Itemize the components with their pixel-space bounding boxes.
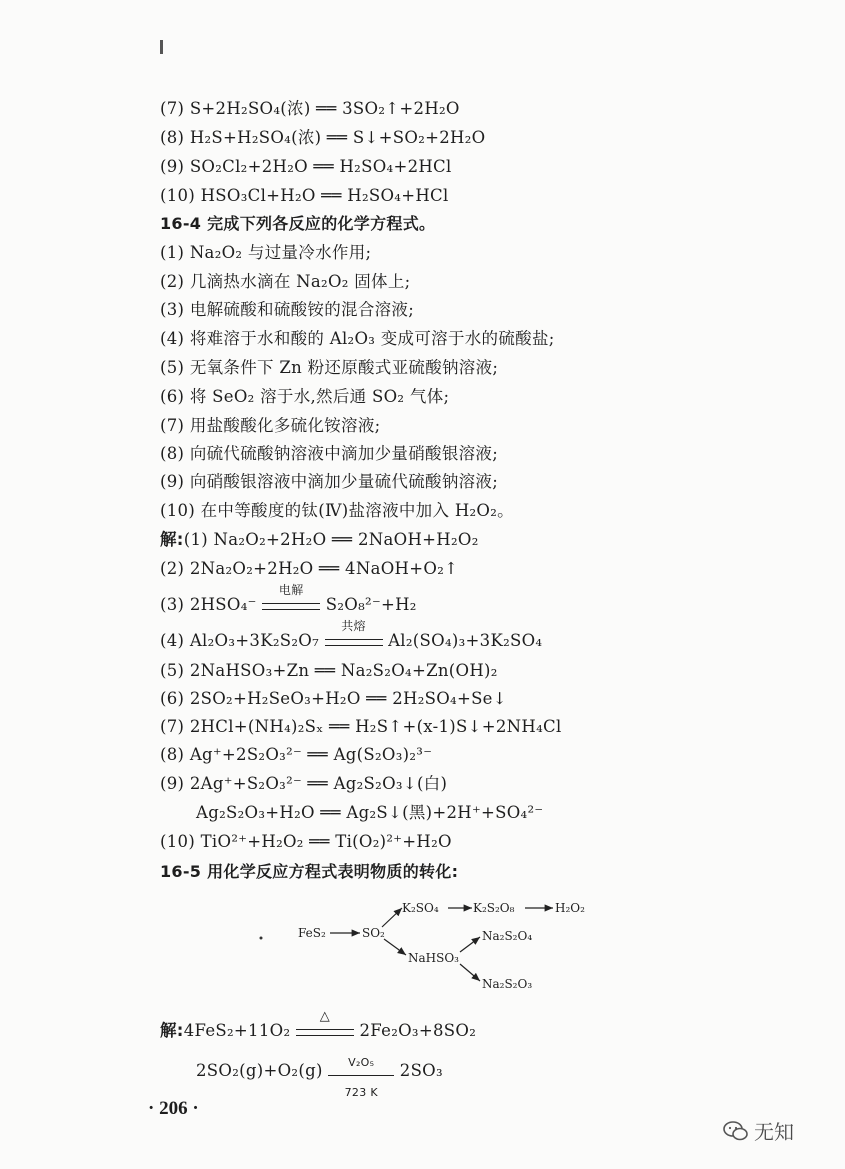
- answer-line: [160, 1009, 477, 1044]
- question-item: (10) 在中等酸度的钛(Ⅳ)盐溶液中加入 H₂O₂。: [160, 501, 514, 520]
- answer-line: (2) 2Na₂O₂+2H₂O ══ 4NaOH+O₂↑: [160, 559, 459, 578]
- equation-left: 4FeS₂+11O₂: [183, 1021, 296, 1040]
- answer-line: Ag₂S₂O₃+H₂O ══ Ag₂S↓(黑)+2H⁺+SO₄²⁻: [196, 803, 544, 822]
- node-k2s2o8: K₂S₂O₈: [473, 901, 515, 915]
- equation-left: 2SO₂(g)+O₂(g): [196, 1061, 329, 1080]
- arrow: [384, 939, 406, 955]
- answer-line: (10) TiO²⁺+H₂O₂ ══ Ti(O₂)²⁺+H₂O: [160, 832, 452, 851]
- question-item: (3) 电解硫酸和硫酸铵的混合溶液;: [160, 300, 415, 319]
- answer-line: (8) Ag⁺+2S₂O₃²⁻ ══ Ag(S₂O₃)₂³⁻: [160, 745, 433, 764]
- equation-line: (8) H₂S+H₂SO₄(浓) ══ S↓+SO₂+2H₂O: [160, 128, 486, 147]
- node-nahso3: NaHSO₃: [408, 951, 459, 965]
- condition-arrow: [296, 1009, 354, 1036]
- answer-line: (6) 2SO₂+H₂SeO₃+H₂O ══ 2H₂SO₄+Se↓: [160, 689, 507, 708]
- equation-text: (1) Na₂O₂+2H₂O ══ 2NaOH+H₂O₂: [183, 530, 479, 549]
- node-so2: SO₂: [362, 926, 385, 940]
- question-item: (8) 向硫代硫酸钠溶液中滴加少量硝酸银溶液;: [160, 444, 499, 463]
- answer-line: [196, 1056, 443, 1099]
- question-item: (5) 无氧条件下 Zn 粉还原酸式亚硫酸钠溶液;: [160, 358, 499, 377]
- question-item: (2) 几滴热水滴在 Na₂O₂ 固体上;: [160, 272, 411, 291]
- problem-heading: 16-4 完成下列各反应的化学方程式。: [160, 214, 436, 233]
- arrow: [382, 908, 402, 927]
- question-item: (9) 向硝酸银溶液中滴加少量硫代硫酸钠溶液;: [160, 472, 499, 491]
- question-item: (1) Na₂O₂ 与过量冷水作用;: [160, 243, 372, 262]
- problem-heading: 16-5 用化学反应方程式表明物质的转化:: [160, 862, 459, 881]
- question-item: (4) 将难溶于水和酸的 Al₂O₃ 变成可溶于水的硫酸盐;: [160, 329, 555, 348]
- condition-label: △: [319, 1009, 331, 1024]
- node-h2o2: H₂O₂: [555, 901, 585, 915]
- arrow: [460, 937, 480, 952]
- condition-label-bottom: 723 K: [344, 1086, 378, 1099]
- condition-arrow: [328, 1056, 394, 1099]
- answer-label: 解:: [160, 1021, 184, 1040]
- equation-line: (10) HSO₃Cl+H₂O ══ H₂SO₄+HCl: [160, 186, 449, 205]
- question-item: (6) 将 SeO₂ 溶于水,然后通 SO₂ 气体;: [160, 387, 450, 406]
- answer-line: [160, 527, 479, 553]
- answer-line: (5) 2NaHSO₃+Zn ══ Na₂S₂O₄+Zn(OH)₂: [160, 661, 498, 680]
- answer-line: [160, 583, 417, 618]
- watermark: [722, 1116, 794, 1145]
- equation-line: (9) SO₂Cl₂+2H₂O ══ H₂SO₄+2HCl: [160, 157, 452, 176]
- watermark-text: 无知: [754, 1120, 794, 1144]
- node-fes2: FeS₂: [298, 926, 326, 940]
- condition-label-top: V₂O₅: [348, 1056, 375, 1069]
- answer-line: [160, 619, 543, 654]
- equation-left: (3) 2HSO₄⁻: [160, 595, 263, 614]
- condition-arrow: [262, 583, 320, 610]
- node-na2s2o4-top: Na₂S₂O₄: [482, 929, 533, 943]
- answer-line: (7) 2HCl+(NH₄)₂Sₓ ══ H₂S↑+(x-1)S↓+2NH₄Cl: [160, 717, 562, 736]
- node-k2so4: K₂SO₄: [402, 901, 439, 915]
- equation-line: (7) S+2H₂SO₄(浓) ══ 3SO₂↑+2H₂O: [160, 99, 460, 118]
- corner-mark: [160, 40, 163, 54]
- answer-label: 解:: [160, 530, 184, 549]
- condition-label: 电解: [278, 583, 304, 597]
- node-na2s2o3: Na₂S₂O₃: [482, 977, 533, 991]
- conversion-diagram: [250, 895, 610, 1005]
- page-number: · 206 ·: [148, 1098, 199, 1119]
- equation-right: 2SO₃: [394, 1061, 443, 1080]
- wechat-icon: [722, 1119, 750, 1143]
- equation-right: Al₂(SO₄)₃+3K₂SO₄: [382, 631, 543, 650]
- equation-right: 2Fe₂O₃+8SO₂: [353, 1021, 477, 1040]
- condition-arrow: [325, 619, 383, 646]
- question-item: (7) 用盐酸酸化多硫化铵溶液;: [160, 416, 381, 435]
- answer-line: (9) 2Ag⁺+S₂O₃²⁻ ══ Ag₂S₂O₃↓(白): [160, 774, 448, 793]
- condition-label: 共熔: [341, 619, 366, 633]
- arrow: [460, 964, 480, 981]
- equation-right: S₂O₈²⁻+H₂: [320, 595, 417, 614]
- equation-left: (4) Al₂O₃+3K₂S₂O₇: [160, 631, 325, 650]
